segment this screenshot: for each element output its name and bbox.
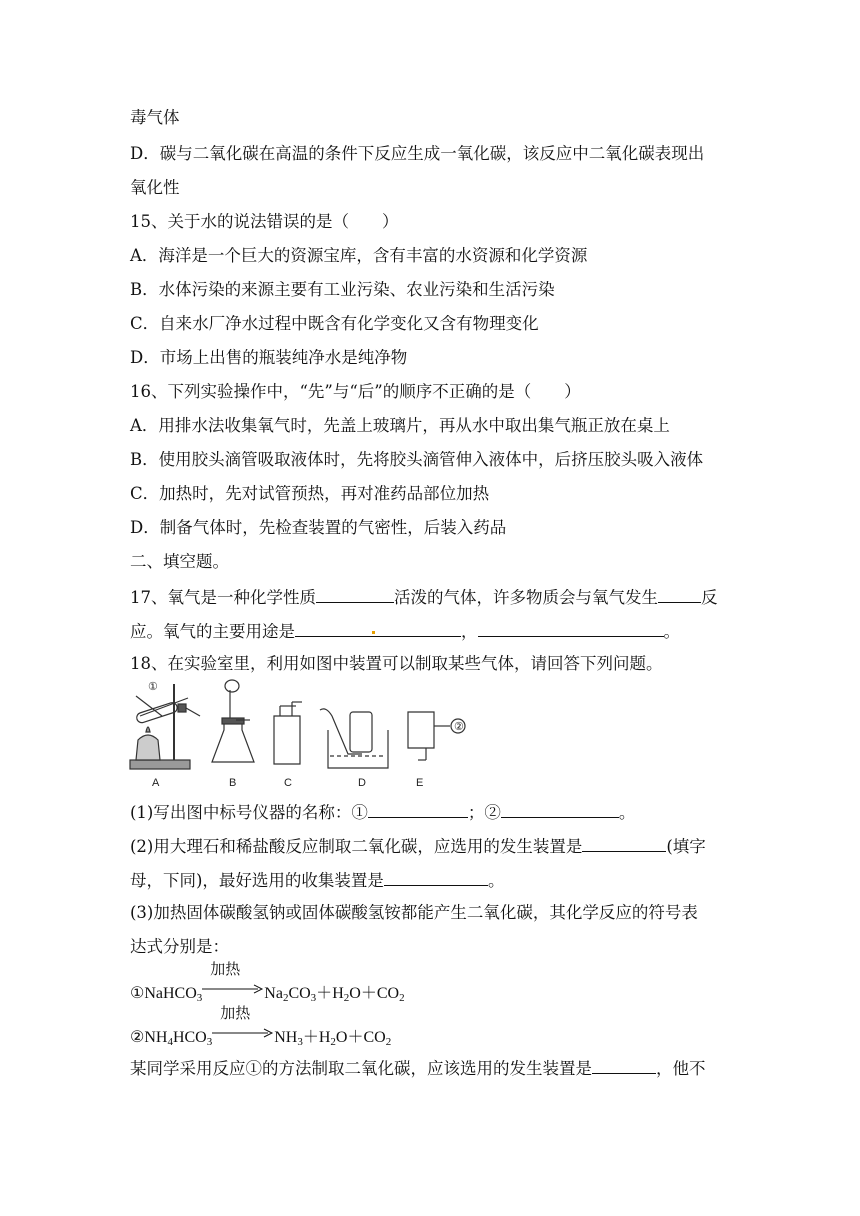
eq-subscript: 2 xyxy=(399,992,405,1004)
equation-1 xyxy=(130,962,405,1009)
eq-term: H xyxy=(332,985,344,1002)
option-d-line: D．碳与二氧化碳在高温的条件下反应生成一氧化碳，该反应中二氧化碳表现出 xyxy=(130,144,705,163)
q15-option-b: B．水体污染的来源主要有工业污染、农业污染和生活污染 xyxy=(130,280,555,299)
section-heading: 二、填空题。 xyxy=(130,552,229,571)
q17-text: ， xyxy=(461,622,478,641)
eq-subscript: 2 xyxy=(330,1036,336,1048)
eq-term: Na xyxy=(264,985,283,1002)
eq-plus: ＋ xyxy=(347,1029,364,1046)
question-17 xyxy=(130,585,718,609)
q15-option-a: A．海洋是一个巨大的资源宝库，含有丰富的水资源和化学资源 xyxy=(130,246,588,265)
eq-subscript: 2 xyxy=(385,1036,392,1048)
question-18-3b: 达式分别是： xyxy=(130,937,229,956)
question-18-2 xyxy=(130,834,706,858)
answer-blank[interactable] xyxy=(368,800,468,818)
q18-text: 某同学采用反应①的方法制取二氧化碳，应该选用的发生装置是 xyxy=(130,1059,592,1078)
q17-text: 应。氧气的主要用途是 xyxy=(130,622,295,641)
answer-blank[interactable] xyxy=(478,619,664,637)
figure-label-e: E xyxy=(416,777,424,789)
q18-text: (1)写出图中标号仪器的名称：① xyxy=(130,803,368,822)
eq-term: NaHCO xyxy=(144,985,197,1002)
figure-label-d: D xyxy=(358,777,366,789)
question-18-3: (3)加热固体碳酸氢钠或固体碳酸氢铵都能产生二氧化碳，其化学反应的符号表 xyxy=(130,903,698,922)
eq-term: CO xyxy=(376,985,400,1002)
question-18-2b xyxy=(130,868,504,892)
answer-blank[interactable] xyxy=(592,1056,656,1074)
figure-label-c: C xyxy=(284,777,292,789)
answer-blank[interactable] xyxy=(501,800,619,818)
reaction-arrow xyxy=(202,962,264,998)
eq-subscript: 2 xyxy=(282,992,289,1004)
figure-label-b: B xyxy=(229,777,237,789)
eq-term: CO xyxy=(288,985,311,1002)
q15-option-d: D．市场上出售的瓶装纯净水是纯净物 xyxy=(130,348,408,367)
eq-subscript: 3 xyxy=(196,992,203,1004)
figure-marker-2: ② xyxy=(454,721,464,733)
question-18-1 xyxy=(130,800,635,824)
q15-option-c: C．自来水厂净水过程中既含有化学变化又含有物理变化 xyxy=(130,314,539,333)
q16-option-b: B．使用胶头滴管吸取液体时，先将胶头滴管伸入液体中，后挤压胶头吸入液体 xyxy=(130,450,704,469)
apparatus-figure xyxy=(126,676,486,794)
question-18: 18、在实验室里，利用如图中装置可以制取某些气体，请回答下列问题。 xyxy=(130,654,663,673)
figure-marker-1: ① xyxy=(148,681,158,693)
apparatus-a xyxy=(130,684,200,769)
q17-text: 17、氧气是一种化学性质 xyxy=(130,588,316,607)
q17-text: 活泼的气体，许多物质会与氧气发生 xyxy=(394,588,658,607)
question-17-line2 xyxy=(130,619,680,643)
q18-text: ，他不 xyxy=(656,1059,706,1078)
reaction-condition: 加热 xyxy=(220,1006,251,1022)
q18-text: 。 xyxy=(487,871,505,890)
q18-text: ；② xyxy=(467,803,501,822)
reaction-condition: 加热 xyxy=(210,962,241,978)
apparatus-c xyxy=(274,702,302,764)
q17-text: 反 xyxy=(701,588,718,607)
eq-subscript: 3 xyxy=(310,992,317,1004)
answer-blank[interactable] xyxy=(658,585,701,603)
eq-subscript: 3 xyxy=(206,1036,213,1048)
q16-option-a: A．用排水法收集氧气时，先盖上玻璃片，再从水中取出集气瓶正放在桌上 xyxy=(130,416,670,435)
apparatus-e xyxy=(408,712,465,760)
eq-plus: ＋ xyxy=(360,985,377,1002)
eq-plus: ＋ xyxy=(302,1029,319,1046)
q16-option-d: D．制备气体时，先检查装置的气密性，后装入药品 xyxy=(130,518,507,537)
answer-blank[interactable] xyxy=(295,619,461,637)
apparatus-b xyxy=(212,680,254,762)
eq-subscript: 4 xyxy=(167,1036,173,1048)
eq-subscript: 2 xyxy=(343,992,350,1004)
eq-term: O xyxy=(335,1029,348,1046)
last-line xyxy=(130,1056,706,1080)
eq-number: ② xyxy=(130,1029,145,1046)
figure-label-a: A xyxy=(152,777,160,789)
q16-option-c: C．加热时，先对试管预热，再对准药品部位加热 xyxy=(130,484,490,503)
q17-text: 。 xyxy=(663,622,680,641)
answer-blank[interactable] xyxy=(384,868,488,886)
eq-plus: ＋ xyxy=(316,985,333,1002)
answer-blank[interactable] xyxy=(316,585,394,603)
eq-term: HCO xyxy=(172,1029,207,1046)
reaction-arrow xyxy=(212,1006,274,1042)
q18-text: (填字 xyxy=(666,837,706,856)
eq-term: NH xyxy=(144,1029,168,1046)
eq-term: O xyxy=(349,985,361,1002)
eq-term: H xyxy=(318,1029,331,1046)
question-16: 16、下列实验操作中，“先”与“后”的顺序不正确的是（ ） xyxy=(130,382,581,401)
eq-number: ① xyxy=(130,985,145,1002)
q18-text: 。 xyxy=(618,803,636,822)
answer-blank[interactable] xyxy=(582,834,666,852)
apparatus-d xyxy=(320,709,388,768)
text-line: 毒气体 xyxy=(130,108,180,127)
question-15: 15、关于水的说法错误的是（ ） xyxy=(130,212,399,231)
q18-text: (2)用大理石和稀盐酸反应制取二氧化碳，应选用的发生装置是 xyxy=(130,837,583,856)
text-line: 氧化性 xyxy=(130,178,180,197)
eq-term: NH xyxy=(274,1029,298,1046)
q18-text: 母，下同)，最好选用的收集装置是 xyxy=(130,871,384,890)
eq-term: CO xyxy=(363,1029,386,1046)
stray-mark xyxy=(372,631,375,634)
equation-2 xyxy=(130,1006,392,1053)
eq-subscript: 3 xyxy=(297,1036,303,1048)
